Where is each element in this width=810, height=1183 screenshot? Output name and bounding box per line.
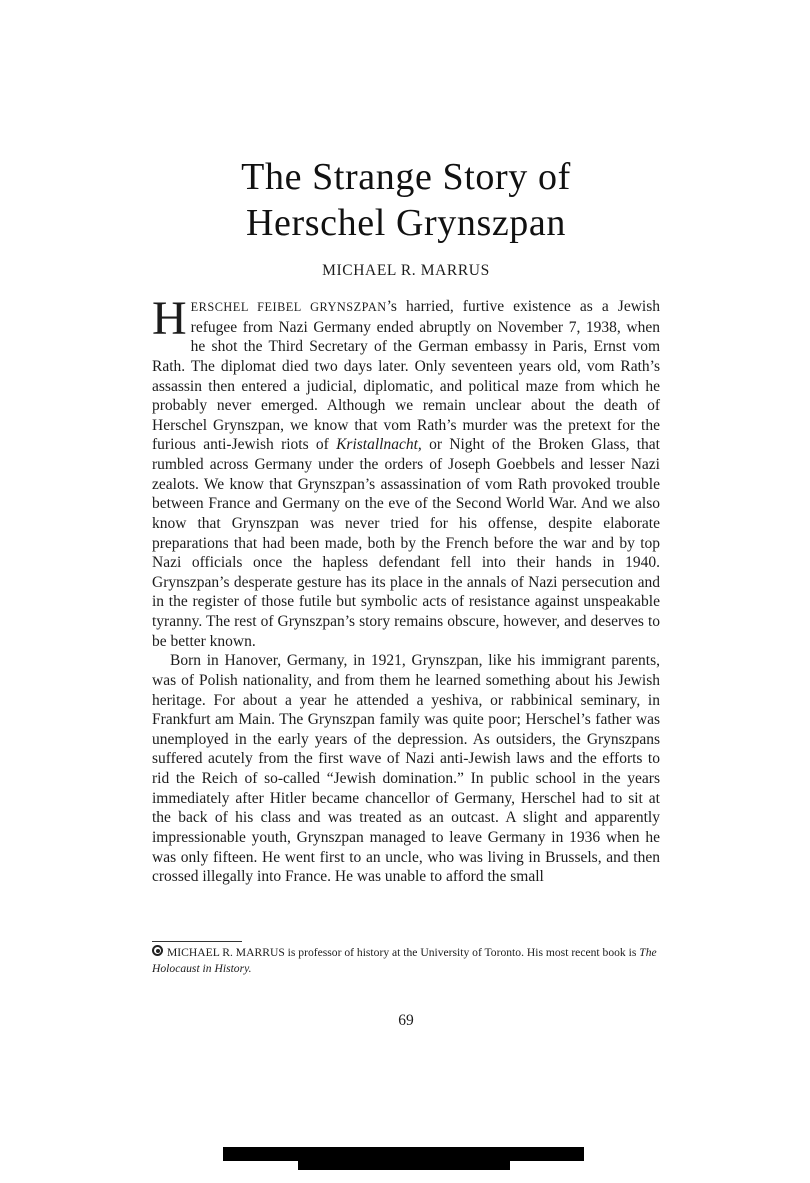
footnote-divider xyxy=(152,941,242,942)
paragraph-1 xyxy=(152,292,660,651)
lead-small-caps: ERSCHEL FEIBEL GRYNSZPAN xyxy=(190,300,387,314)
paragraph-1-end: or Night of the Broken Glass, that rumbled across Germany under the orders of Joseph Goebbels and lesser Nazi zealots. We know that Grynszpan’s assassination of vom Rath provoked trouble between France and Germany on the eve of the Second World War. And we also know that Grynszpan was never tried for his offense, despite elaborate preparations that had been made, both by the French before the war and by top Nazi officials once the hapless defendant fell into their hands in 1940. Grynszpan’s desperate gesture has its place in the annals of Nazi persecution and in the register of those futile but symbolic acts of resistance against unspeakable tyranny. The rest of Grynszpan’s story remains obscure, however, and deserves to be better known. xyxy=(152,436,660,650)
footnote-text: MICHAEL R. MARRUS is professor of history at the University of Toronto. His most recent book is xyxy=(167,946,640,959)
scan-bar-top xyxy=(223,1147,584,1161)
paragraph-1-italic-term: Kristallnacht, xyxy=(336,436,422,454)
footnote-bullet-icon xyxy=(152,945,163,956)
scan-bar-bottom xyxy=(298,1160,510,1170)
article-author: MICHAEL R. MARRUS xyxy=(322,262,490,279)
article-title-line-1: The Strange Story of xyxy=(241,156,571,198)
article-title xyxy=(152,154,660,246)
paragraph-1-start: ’s harried, furtive existence as a Jewish refugee from Nazi Germany ended abruptly on November 7, 1938, when he shot the Third Secretary of the German embassy in Paris, Ernst vom Rath. The diplomat died two days later. Only seventeen years old, vom Rath’s assassin then entered a judicial, diplomatic, and political maze from which he probably never emerged. Although we remain unclear about the death of Herschel Grynszpan, we know that vom Rath’s murder was the pretext for the furious anti-Jewish riots of xyxy=(152,298,660,454)
page-number: 69 xyxy=(398,1012,414,1029)
footnote-book-title: The Holocaust in History. xyxy=(152,946,657,975)
drop-cap: H xyxy=(152,292,187,345)
author-footnote xyxy=(152,945,660,976)
article-body xyxy=(152,292,660,887)
article-title-line-2: Herschel Grynszpan xyxy=(246,202,566,244)
paragraph-2: Born in Hanover, Germany, in 1921, Grynszpan, like his immigrant parents, was of Polish nationality, and from them he learned something about his Jewish heritage. For about a year he attended a yeshiva, or rabbinical seminary, in Frankfurt am Main. The Grynszpan family was quite poor; Herschel’s father was unemployed in the early years of the depression. As outsiders, the Grynszpans suffered acutely from the first wave of Nazi anti-Jewish laws and the efforts to rid the Reich of so-called “Jewish domination.” In public school in the years immediately after Hitler became chancellor of Germany, Herschel had to sit at the back of his class and was treated as an outcast. A slight and apparently impressionable youth, Grynszpan managed to leave Germany in 1936 when he was only fifteen. He went first to an uncle, who was living in Brussels, and then crossed illegally into France. He was unable to afford the small xyxy=(152,652,660,886)
